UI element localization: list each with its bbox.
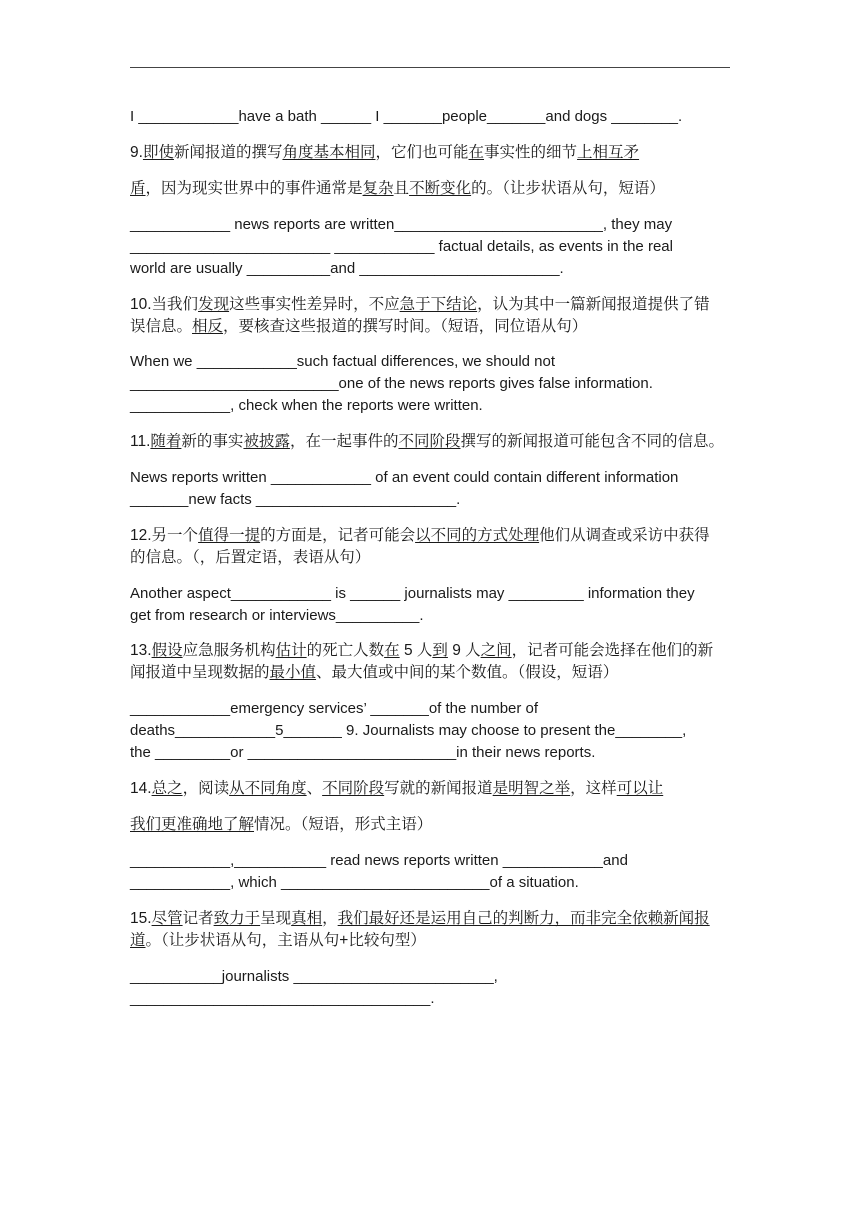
line-text: get from research or interviews__________. (130, 607, 424, 624)
prompt-line (130, 433, 740, 451)
line-text: ____________emergency services’ _______of the number of (130, 700, 539, 717)
prompt-line (130, 318, 740, 336)
answer-line (130, 238, 740, 256)
prompt-line (130, 642, 740, 660)
answer-line (130, 874, 740, 892)
underlined-keyword: 角度基本相同 (282, 144, 376, 161)
line-text: 他们从调查或采访中获得 (539, 527, 710, 544)
line-text: 11. (130, 433, 151, 450)
underlined-keyword: 真相 (291, 910, 323, 927)
line-text: 新的事实 (181, 433, 244, 450)
answer-line (130, 491, 740, 509)
answer-line (130, 397, 740, 415)
answer-line (130, 108, 740, 126)
answer-line (130, 607, 740, 625)
underlined-keyword: 估计 (275, 642, 307, 659)
underlined-keyword: 可以让 (616, 780, 664, 797)
line-text: 、最大值或中间的某个数值。（假设，短语） (316, 664, 619, 681)
underlined-keyword: 不同阶段 (322, 780, 385, 797)
underlined-keyword: 尽管 (151, 910, 183, 927)
line-text: Another aspect____________ is ______ journalists may _________ information they (130, 585, 695, 602)
underlined-keyword: 我们更准确地了解 (130, 816, 255, 833)
answer-line (130, 968, 740, 986)
underlined-keyword: 是明智之举 (492, 780, 571, 797)
line-text: 情况。（短语，形式主语） (254, 816, 433, 833)
underlined-keyword: 即使 (142, 144, 174, 161)
line-text: I ____________have a bath ______ I _______people_______and dogs ________. (130, 108, 683, 125)
answer-line (130, 722, 740, 740)
line-text: 、 (306, 780, 323, 797)
line-text: 的方面是，记者可能会 (260, 527, 416, 544)
underlined-keyword: 盾 (130, 180, 146, 197)
line-text: 14. (130, 780, 152, 797)
line-text: 13. (130, 642, 152, 659)
line-text: 写就的新闻报道 (384, 780, 493, 797)
line-text: ________________________ ____________ factual details, as events in the real (130, 238, 673, 255)
line-text: 12.另一个 (130, 527, 199, 544)
answer-line (130, 216, 740, 234)
prompt-line (130, 144, 740, 162)
line-text: ____________________________________. (130, 990, 435, 1007)
line-text: ，在一起事件的 (289, 433, 399, 450)
line-text: 闻报道中呈现数据的 (130, 664, 270, 681)
underlined-keyword: 到 (432, 642, 448, 659)
underlined-keyword: 发现 (198, 296, 230, 313)
line-text: 的死亡人数 (306, 642, 385, 659)
underlined-keyword: 道 (130, 932, 146, 949)
underlined-keyword: 复杂 (362, 180, 394, 197)
underlined-keyword: 之间 (480, 642, 512, 659)
underlined-keyword: 不断变化 (409, 180, 472, 197)
answer-line (130, 260, 740, 278)
underlined-keyword: 假设 (151, 642, 183, 659)
answer-line (130, 852, 740, 870)
line-text: 呈现 (260, 910, 292, 927)
answer-line (130, 585, 740, 603)
line-text: ，阅读 (182, 780, 230, 797)
line-text: 5 人 (399, 642, 433, 659)
line-text: ___________journalists ________________________, (130, 968, 498, 985)
underlined-keyword: 以不同的方式处理 (415, 527, 540, 544)
underlined-keyword: 在 (468, 144, 485, 161)
underlined-keyword: 致力于 (213, 910, 261, 927)
prompt-line (130, 664, 740, 682)
prompt-line (130, 816, 740, 834)
line-text: 9 人 (447, 642, 481, 659)
line-text: 9. (130, 144, 143, 161)
prompt-line (130, 549, 740, 567)
line-text: ，认为其中一篇新闻报道提供了错 (477, 296, 710, 313)
line-text: 应急服务机构 (182, 642, 276, 659)
line-text: ____________, check when the reports were written. (130, 397, 483, 414)
line-text: 15. (130, 910, 152, 927)
underlined-keyword: 总之 (151, 780, 183, 797)
underlined-keyword: 从不同角度 (229, 780, 307, 797)
line-text: ____________,___________ read news reports written ____________and (130, 852, 628, 869)
line-text: 这些事实性差异时，不应 (229, 296, 400, 313)
top-divider (130, 67, 730, 68)
line-text: _______new facts ________________________. (130, 491, 461, 508)
underlined-keyword: 在 (384, 642, 400, 659)
line-text: ，记者可能会选择在他们的新 (511, 642, 714, 659)
underlined-keyword: 值得一提 (198, 527, 261, 544)
underlined-keyword: 相反 (192, 318, 224, 335)
line-text: world are usually __________and ________________________. (130, 260, 564, 277)
line-text: News reports written ____________ of an event could contain different information (130, 469, 679, 486)
line-text: 记者 (182, 910, 214, 927)
line-text: When we ____________such factual differences, we should not (130, 353, 556, 370)
line-text: 事实性的细节 (484, 144, 578, 161)
underlined-keyword: 急于下结论 (399, 296, 478, 313)
underlined-keyword: 不同阶段 (398, 433, 461, 450)
prompt-line (130, 527, 740, 545)
answer-line (130, 744, 740, 762)
line-text: ，它们也可能 (375, 144, 469, 161)
answer-line (130, 700, 740, 718)
prompt-line (130, 932, 740, 950)
line-text: ____________, which _________________________of a situation. (130, 874, 579, 891)
prompt-line (130, 910, 740, 928)
line-text: 10.当我们 (130, 296, 199, 313)
prompt-line (130, 180, 740, 198)
answer-line (130, 353, 740, 371)
line-text: ，这样 (570, 780, 617, 797)
line-text: 的信息。（，后置定语，表语从句） (130, 549, 371, 566)
underlined-keyword: 最小值 (269, 664, 317, 681)
line-text: 。（让步状语从句，主语从句+比较句型） (145, 932, 426, 949)
underlined-keyword: 被披露 (243, 433, 290, 450)
line-text: ， (322, 910, 338, 927)
prompt-line (130, 780, 740, 798)
line-text: deaths____________5_______ 9. Journalists may choose to present the________, (130, 722, 687, 739)
line-text: 误信息。 (130, 318, 193, 335)
line-text: ____________ news reports are written_________________________, they may (130, 216, 673, 233)
line-text: 的。（让步状语从句，短语） (471, 180, 665, 197)
underlined-keyword: 我们最好还是运用自己的判断力，而非完全依赖新闻报 (337, 910, 710, 927)
line-text: _________________________one of the news reports gives false information. (130, 375, 653, 392)
answer-line (130, 469, 740, 487)
answer-line (130, 990, 740, 1008)
line-text: ，因为现实世界中的事件通常是 (145, 180, 363, 197)
line-text: the _________or _________________________in their news reports. (130, 744, 596, 761)
line-text: ，要核查这些报道的撰写时间。（短语，同位语从句） (223, 318, 588, 335)
line-text: 新闻报道的撰写 (173, 144, 283, 161)
answer-line (130, 375, 740, 393)
underlined-keyword: 随着 (150, 433, 182, 450)
underlined-keyword: 相互矛 (592, 144, 640, 161)
line-text: 撰写的新闻报道可能包含不同的信息。 (460, 433, 724, 450)
underlined-keyword: 上 (577, 144, 593, 161)
prompt-line (130, 296, 740, 314)
line-text: 且 (393, 180, 410, 197)
